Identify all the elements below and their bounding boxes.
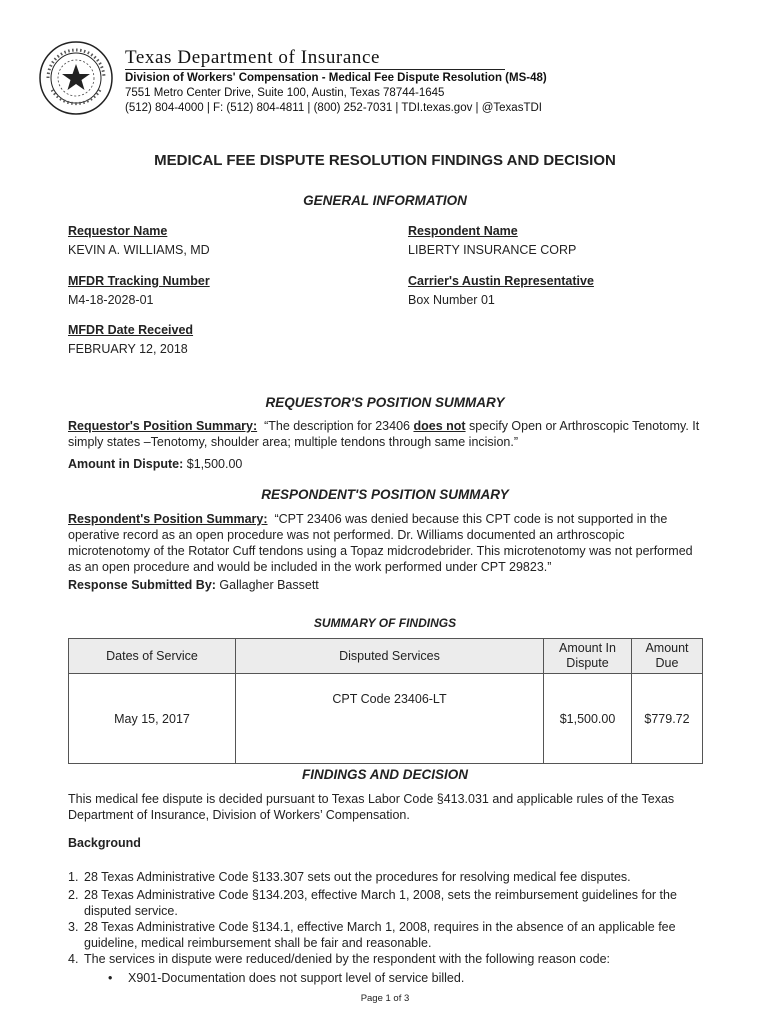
document-title: MEDICAL FEE DISPUTE RESOLUTION FINDINGS AND DECISION bbox=[154, 152, 616, 169]
requestor-position-emphasis: does not bbox=[413, 419, 466, 433]
header-rule bbox=[125, 69, 505, 70]
list-item-text-continued: guideline, medical reimbursement shall be fair and reasonable. bbox=[84, 936, 432, 950]
requestor-position-heading: REQUESTOR'S POSITION SUMMARY bbox=[265, 395, 505, 410]
cell-date-of-service: May 15, 2017 bbox=[69, 674, 236, 764]
column-amount-due: Amount Due bbox=[632, 639, 703, 674]
findings-intro-line2: Department of Insurance, Division of Workers’ Compensation. bbox=[68, 808, 410, 822]
requestor-position-paragraph bbox=[68, 418, 708, 450]
table-header-row bbox=[69, 639, 703, 674]
amount-in-dispute-value: $1,500.00 bbox=[186, 457, 243, 471]
respondent-position-heading: RESPONDENT'S POSITION SUMMARY bbox=[261, 487, 509, 502]
page-number: Page 1 of 3 bbox=[360, 993, 410, 1004]
contact-line: (512) 804-4000 | F: (512) 804-4811 | (800) 252-7031 | TDI.texas.gov | @TexasTDI bbox=[125, 102, 542, 114]
amount-in-dispute-line bbox=[68, 456, 708, 472]
list-item-number: 2. bbox=[68, 888, 79, 902]
address-line: 7551 Metro Center Drive, Suite 100, Austin, Texas 78744-1645 bbox=[125, 87, 445, 99]
division-line: Division of Workers' Compensation - Medical Fee Dispute Resolution (MS-48) bbox=[125, 72, 547, 84]
amount-in-dispute-header-line2: Dispute bbox=[566, 656, 609, 670]
respondent-position-line4: as an open procedure and would be included in the work performed under CPT 29823.” bbox=[68, 560, 552, 574]
list-item-text: 28 Texas Administrative Code §134.203, effective March 1, 2008, sets the reimbursement guidelines for the bbox=[84, 888, 677, 902]
column-amount-in-dispute bbox=[544, 639, 632, 674]
respondent-position-line2: operative record as an open procedure was not performed. Dr. Williams documented an arthroscopic bbox=[68, 528, 625, 542]
list-item-number: 4. bbox=[68, 952, 79, 966]
respondent-name-value: LIBERTY INSURANCE CORP bbox=[408, 243, 577, 257]
findings-intro-paragraph bbox=[68, 791, 708, 823]
column-dates-of-service: Dates of Service bbox=[69, 639, 236, 674]
findings-and-decision-heading: FINDINGS AND DECISION bbox=[301, 767, 468, 782]
summary-of-findings-table bbox=[68, 638, 703, 764]
list-item-number: 1. bbox=[68, 870, 79, 884]
amount-in-dispute-label: Amount in Dispute: bbox=[68, 457, 184, 471]
column-disputed-services: Disputed Services bbox=[236, 639, 544, 674]
carrier-representative-label: Carrier's Austin Representative bbox=[408, 274, 594, 288]
bullet-icon: • bbox=[108, 971, 113, 985]
list-item-number: 3. bbox=[68, 920, 79, 934]
bullet-item-text: X901-Documentation does not support level of service billed. bbox=[128, 971, 465, 985]
agency-name: Texas Department of Insurance bbox=[125, 47, 381, 68]
response-submitted-label: Response Submitted By: bbox=[68, 578, 216, 592]
respondent-position-line1: “CPT 23406 was denied because this CPT code is not supported in the bbox=[274, 512, 668, 526]
respondent-name-label: Respondent Name bbox=[408, 224, 518, 238]
table-row bbox=[69, 674, 703, 764]
list-item-text-continued: disputed service. bbox=[84, 904, 178, 918]
response-submitted-value: Gallagher Bassett bbox=[219, 578, 319, 592]
background-list bbox=[68, 869, 708, 989]
carrier-representative-value: Box Number 01 bbox=[408, 293, 495, 307]
general-information-heading: GENERAL INFORMATION bbox=[303, 193, 467, 208]
summary-of-findings-heading: SUMMARY OF FINDINGS bbox=[313, 616, 457, 630]
mfdr-tracking-value: M4-18-2028-01 bbox=[68, 293, 154, 307]
findings-intro-line1: This medical fee dispute is decided pursuant to Texas Labor Code §413.031 and applicable rules of the Texas bbox=[68, 792, 675, 806]
amount-in-dispute-header-line1: Amount In bbox=[559, 641, 616, 655]
list-item-text: The services in dispute were reduced/denied by the respondent with the following reason code: bbox=[84, 952, 611, 966]
background-label: Background bbox=[68, 836, 141, 850]
response-submitted-line bbox=[68, 577, 708, 593]
respondent-position-line3: microtenotomy of the Rotator Cuff tendons using a Topaz midcrodebrider. This microtenotomy was not performed bbox=[68, 544, 693, 558]
respondent-position-paragraph bbox=[68, 511, 708, 575]
list-item-text: 28 Texas Administrative Code §134.1, effective March 1, 2008, requires in the absence of an applicable fee bbox=[84, 920, 676, 934]
requestor-position-label: Requestor's Position Summary: bbox=[68, 419, 258, 433]
cell-amount-due: $779.72 bbox=[632, 674, 703, 764]
requestor-position-text-b: specify Open or Arthroscopic Tenotomy. It bbox=[465, 419, 700, 433]
mfdr-date-label: MFDR Date Received bbox=[68, 323, 194, 337]
texas-insurance-seal-icon bbox=[38, 40, 114, 116]
respondent-position-label: Respondent's Position Summary: bbox=[68, 512, 268, 526]
list-item-text: 28 Texas Administrative Code §133.307 sets out the procedures for resolving medical fee disputes. bbox=[84, 870, 631, 884]
requestor-position-text-a: “The description for 23406 bbox=[264, 419, 414, 433]
requestor-name-value: KEVIN A. WILLIAMS, MD bbox=[68, 243, 210, 257]
requestor-position-text-c: simply states –Tenotomy, shoulder area; multiple tendons through same incision.” bbox=[68, 435, 518, 449]
cell-disputed-service: CPT Code 23406-LT bbox=[236, 674, 544, 764]
mfdr-tracking-label: MFDR Tracking Number bbox=[68, 274, 210, 288]
cell-amount-in-dispute: $1,500.00 bbox=[544, 674, 632, 764]
requestor-name-label: Requestor Name bbox=[68, 224, 168, 238]
mfdr-date-value: FEBRUARY 12, 2018 bbox=[68, 342, 188, 356]
